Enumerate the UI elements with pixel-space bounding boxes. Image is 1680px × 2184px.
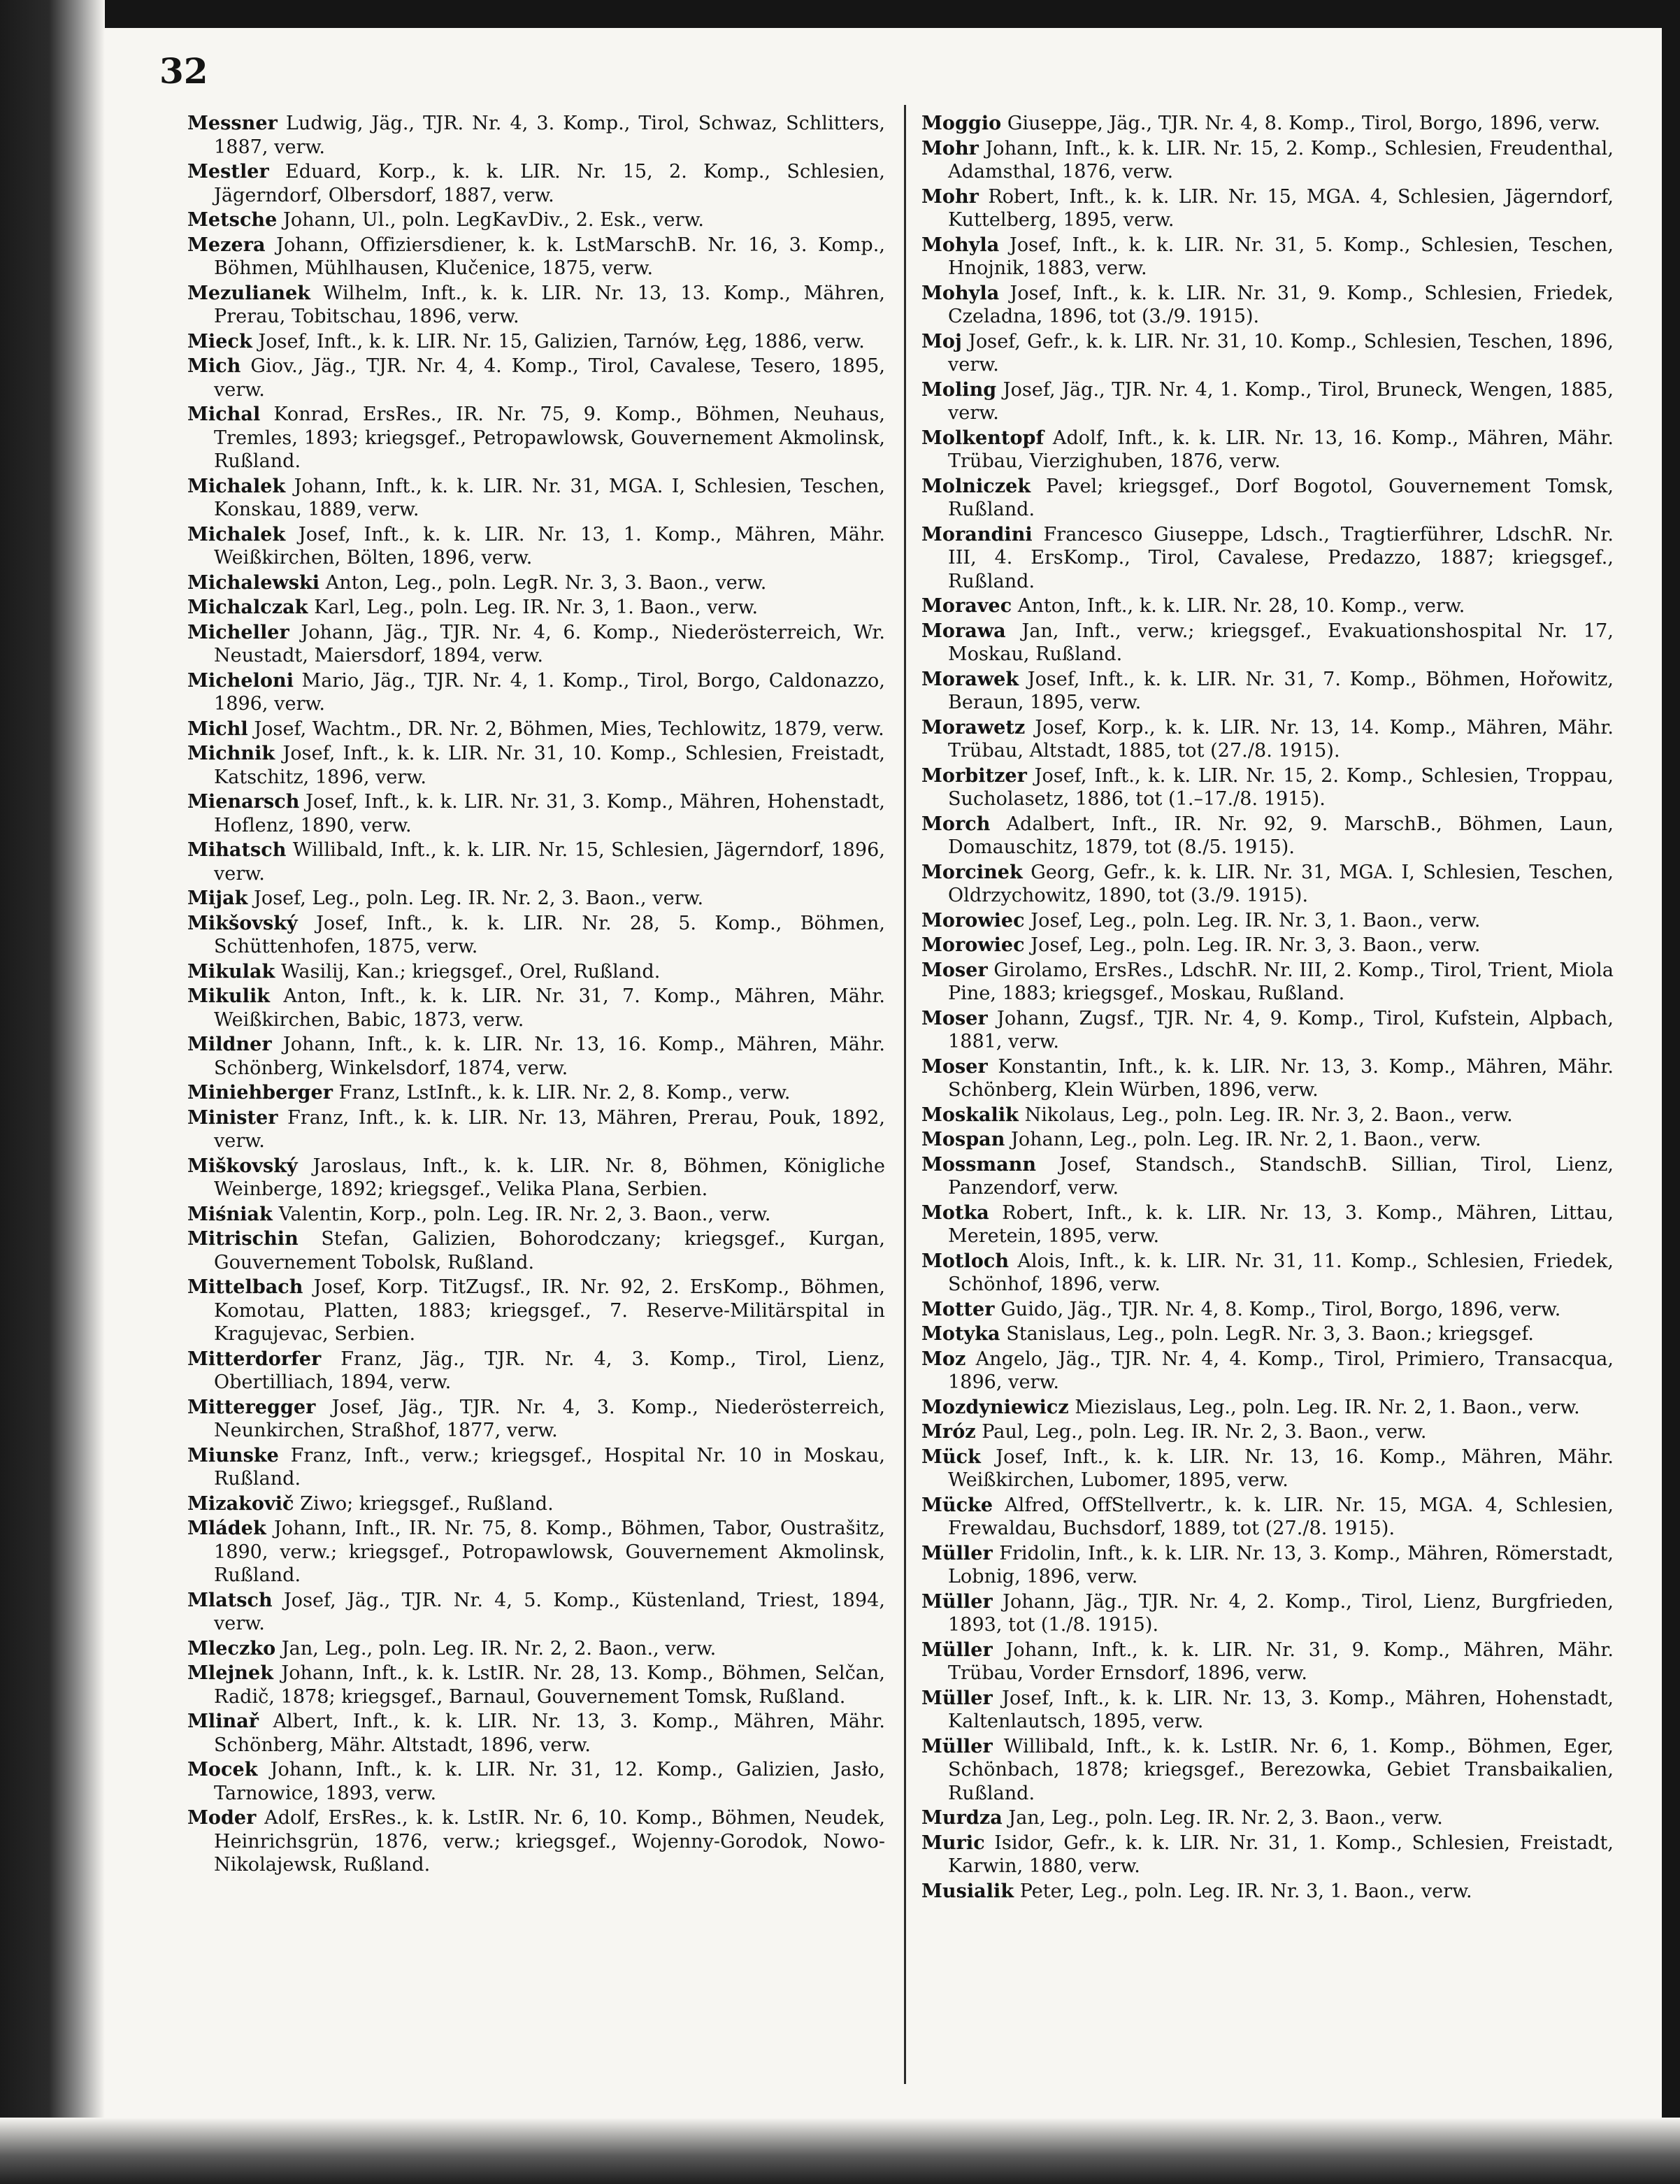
entry-details: Johann, Inft., k. k. LIR. Nr. 31, 12. Komp., Galizien, Jasło, Tarnowice, 1893, verw. bbox=[214, 1759, 885, 1804]
entry-details: Adolf, ErsRes., k. k. LstIR. Nr. 6, 10. Komp., Böhmen, Neudek, Heinrichsgrün, 1876, verw.; kriegsgef., Wojenny-Gorodok, Nowo-Nikolajewsk, Rußland. bbox=[214, 1807, 886, 1876]
entry-details: Josef, Inft., k. k. LIR. Nr. 13, 3. Komp., Mähren, Hohenstadt, Kaltenlautsch, 1895, verw. bbox=[948, 1687, 1614, 1732]
entry-details: Josef, Standsch., StandschB. Sillian, Tirol, Lienz, Panzendorf, verw. bbox=[948, 1153, 1614, 1199]
register-entry bbox=[187, 621, 885, 668]
entry-details: Ziwo; kriegsgef., Rußland. bbox=[300, 1492, 554, 1515]
register-entry bbox=[921, 234, 1614, 280]
entry-surname: Miśniak bbox=[187, 1203, 273, 1225]
entry-details: Johann, Offiziersdiener, k. k. LstMarschB. Nr. 16, 3. Komp., Böhmen, Mühlhausen, Klučenice, 1875, verw. bbox=[214, 234, 885, 279]
entry-details: Josef, Inft., k. k. LIR. Nr. 28, 5. Komp., Böhmen, Schüttenhofen, 1875, verw. bbox=[214, 912, 885, 957]
register-entry bbox=[187, 1710, 885, 1757]
entry-surname: Mitteregger bbox=[187, 1396, 316, 1418]
entry-details: Josef, Inft., k. k. LIR. Nr. 31, 7. Komp., Böhmen, Hořowitz, Beraun, 1895, verw. bbox=[948, 668, 1614, 713]
entry-surname: Motka bbox=[921, 1201, 989, 1224]
entry-surname: Mikšovský bbox=[187, 912, 298, 934]
entry-details: Nikolaus, Leg., poln. Leg. IR. Nr. 3, 2. Baon., verw. bbox=[1024, 1104, 1513, 1126]
register-entry bbox=[921, 1128, 1614, 1152]
entry-details: Josef, Korp., k. k. LIR. Nr. 13, 14. Komp., Mähren, Mähr. Trübau, Altstadt, 1885, tot (27./8. 1915). bbox=[948, 716, 1614, 762]
register-entry bbox=[921, 378, 1614, 425]
entry-details: Anton, Leg., poln. LegR. Nr. 3, 3. Baon., verw. bbox=[325, 571, 767, 594]
entry-details: Ludwig, Jäg., TJR. Nr. 4, 3. Komp., Tirol, Schwaz, Schlitters, 1887, verw. bbox=[214, 113, 885, 158]
entry-details: Franz, Inft., verw.; kriegsgef., Hospital Nr. 10 in Moskau, Rußland. bbox=[214, 1444, 885, 1490]
entry-surname: Miunske bbox=[187, 1444, 279, 1466]
entry-details: Anton, Inft., k. k. LIR. Nr. 31, 7. Komp., Mähren, Mähr. Weißkirchen, Babic, 1873, verw. bbox=[214, 985, 885, 1031]
entry-surname: Morbitzer bbox=[921, 764, 1027, 787]
entry-surname: Mitrischin bbox=[187, 1228, 299, 1250]
left-column bbox=[187, 112, 885, 1878]
register-entry bbox=[187, 1806, 885, 1877]
entry-details: Adolf, Inft., k. k. LIR. Nr. 13, 16. Komp., Mähren, Mähr. Trübau, Vierzighuben, 1876, verw. bbox=[948, 427, 1614, 472]
register-entry bbox=[921, 1590, 1614, 1637]
entry-details: Josef, Inft., k. k. LIR. Nr. 13, 16. Komp., Mähren, Mähr. Weißkirchen, Lubomer, 1895, verw. bbox=[948, 1446, 1614, 1491]
register-entry bbox=[921, 716, 1614, 763]
entry-details: Josef, Leg., poln. Leg. IR. Nr. 3, 1. Baon., verw. bbox=[1031, 909, 1481, 932]
entry-surname: Michnik bbox=[187, 743, 275, 764]
entry-surname: Mospan bbox=[921, 1129, 1005, 1150]
register-entry bbox=[187, 742, 885, 789]
register-entry bbox=[187, 475, 885, 522]
entry-details: Karl, Leg., poln. Leg. IR. Nr. 3, 1. Baon., verw. bbox=[314, 597, 759, 618]
entry-details: Josef, Leg., poln. Leg. IR. Nr. 2, 3. Baon., verw. bbox=[254, 887, 704, 909]
register-entry bbox=[187, 718, 885, 741]
entry-surname: Mlejnek bbox=[187, 1662, 273, 1684]
register-entry bbox=[187, 112, 885, 159]
entry-surname: Mitterdorfer bbox=[187, 1348, 322, 1370]
entry-details: Franz, LstInft., k. k. LIR. Nr. 2, 8. Komp., verw. bbox=[338, 1082, 791, 1104]
entry-surname: Moser bbox=[921, 959, 988, 981]
register-entry bbox=[921, 427, 1614, 473]
entry-surname: Moz bbox=[921, 1348, 966, 1370]
entry-surname: Mizakovič bbox=[187, 1492, 294, 1515]
entry-details: Josef, Inft., k. k. LIR. Nr. 31, 3. Komp., Mähren, Hohenstadt, Hoflenz, 1890, verw. bbox=[214, 791, 885, 836]
entry-surname: Moling bbox=[921, 378, 997, 401]
register-entry bbox=[921, 1153, 1614, 1200]
entry-surname: Mohyla bbox=[921, 234, 1000, 256]
entry-surname: Mleczko bbox=[187, 1637, 276, 1660]
entry-surname: Michalewski bbox=[187, 571, 320, 594]
register-entry bbox=[921, 185, 1614, 232]
register-entry bbox=[187, 669, 885, 716]
register-entry bbox=[921, 1687, 1614, 1734]
entry-details: Francesco Giuseppe, Ldsch., Tragtierführer, LdschR. Nr. III, 4. ErsKomp., Tirol, Cavalese, Predazzo, 1887; kriegsgef., Rußland. bbox=[948, 523, 1614, 592]
entry-details: Jan, Inft., verw.; kriegsgef., Evakuationshospital Nr. 17, Moskau, Rußland. bbox=[948, 620, 1614, 665]
right-column bbox=[921, 112, 1614, 1904]
entry-surname: Müller bbox=[921, 1542, 993, 1564]
entry-details: Johann, Inft., k. k. LIR. Nr. 15, 2. Komp., Schlesien, Freudenthal, Adamsthal, 1876, verw. bbox=[948, 137, 1614, 183]
entry-surname: Mezera bbox=[187, 234, 266, 256]
entry-details: Stefan, Galizien, Bohorodczany; kriegsgef., Kurgan, Gouvernement Tobolsk, Rußland. bbox=[214, 1228, 886, 1273]
entry-surname: Moser bbox=[921, 1007, 988, 1029]
register-entry bbox=[187, 523, 885, 570]
register-entry bbox=[921, 1542, 1614, 1589]
entry-surname: Michalczak bbox=[187, 597, 308, 618]
entry-surname: Mikulik bbox=[187, 985, 271, 1007]
entry-surname: Morawek bbox=[921, 668, 1019, 690]
register-entry bbox=[187, 330, 885, 354]
entry-details: Johann, Ul., poln. LegKavDiv., 2. Esk., verw. bbox=[282, 209, 705, 231]
entry-surname: Morawetz bbox=[921, 716, 1026, 738]
register-entry bbox=[921, 1007, 1614, 1054]
register-entry bbox=[921, 1104, 1614, 1127]
register-entry bbox=[921, 1055, 1614, 1102]
entry-details: Konrad, ErsRes., IR. Nr. 75, 9. Komp., Böhmen, Neuhaus, Tremles, 1893; kriegsgef., Petropawlowsk, Gouvernement Akmolinsk, Rußland. bbox=[214, 404, 885, 472]
entry-surname: Messner bbox=[187, 113, 278, 134]
entry-details: Konstantin, Inft., k. k. LIR. Nr. 13, 3. Komp., Mähren, Mähr. Schönberg, Klein Würben, 1896, verw. bbox=[948, 1055, 1614, 1101]
entry-details: Jan, Leg., poln. Leg. IR. Nr. 2, 2. Baon., verw. bbox=[281, 1637, 717, 1660]
entry-details: Wilhelm, Inft., k. k. LIR. Nr. 13, 13. Komp., Mähren, Prerau, Tobitschau, 1896, verw. bbox=[214, 282, 885, 327]
entry-surname: Morandini bbox=[921, 523, 1033, 545]
register-entry bbox=[187, 1348, 885, 1394]
entry-surname: Mlatsch bbox=[187, 1589, 273, 1611]
register-entry bbox=[921, 1250, 1614, 1297]
register-entry bbox=[921, 934, 1614, 957]
entry-details: Johann, Leg., poln. Leg. IR. Nr. 2, 1. Baon., verw. bbox=[1011, 1129, 1481, 1150]
entry-surname: Mocek bbox=[187, 1759, 258, 1780]
entry-details: Josef, Wachtm., DR. Nr. 2, Böhmen, Mies, Techlowitz, 1879, verw. bbox=[254, 718, 884, 740]
entry-details: Guido, Jäg., TJR. Nr. 4, 8. Komp., Tirol, Borgo, 1896, verw. bbox=[1000, 1298, 1561, 1320]
entry-surname: Mücke bbox=[921, 1494, 993, 1516]
entry-surname: Moder bbox=[187, 1807, 257, 1829]
entry-details: Peter, Leg., poln. Leg. IR. Nr. 3, 1. Baon., verw. bbox=[1019, 1880, 1472, 1902]
entry-details: Johann, Inft., k. k. LstIR. Nr. 28, 13. Komp., Böhmen, Selčan, Radič, 1878; kriegsgef., Barnaul, Gouvernement Tomsk, Rußland. bbox=[214, 1662, 885, 1708]
entry-details: Paul, Leg., poln. Leg. IR. Nr. 2, 3. Baon., verw. bbox=[982, 1421, 1427, 1443]
entry-surname: Michalek bbox=[187, 523, 286, 545]
entry-details: Johann, Inft., k. k. LIR. Nr. 31, 9. Komp., Mähren, Mähr. Trübau, Vorder Ernsdorf, 1896, verw. bbox=[948, 1639, 1614, 1684]
entry-details: Josef, Inft., k. k. LIR. Nr. 31, 10. Komp., Schlesien, Freistadt, Katschitz, 1896, verw. bbox=[214, 743, 885, 788]
entry-details: Fridolin, Inft., k. k. LIR. Nr. 13, 3. Komp., Mähren, Römerstadt, Lobnig, 1896, verw. bbox=[948, 1542, 1614, 1587]
entry-surname: Michalek bbox=[187, 475, 286, 497]
register-entry bbox=[921, 1880, 1614, 1904]
entry-surname: Moj bbox=[921, 330, 962, 352]
entry-surname: Mittelbach bbox=[187, 1276, 303, 1298]
entry-surname: Muric bbox=[921, 1832, 985, 1854]
register-entry bbox=[921, 112, 1614, 136]
entry-surname: Molniczek bbox=[921, 475, 1031, 497]
entry-surname: Mróz bbox=[921, 1421, 976, 1443]
entry-surname: Mich bbox=[187, 355, 241, 377]
register-entry bbox=[921, 1322, 1614, 1346]
entry-surname: Mijak bbox=[187, 887, 248, 909]
entry-details: Johann, Jäg., TJR. Nr. 4, 6. Komp., Niederösterreich, Wr. Neustadt, Maiersdorf, 1894, verw. bbox=[214, 621, 885, 666]
entry-surname: Mossmann bbox=[921, 1153, 1037, 1176]
entry-surname: Mlinař bbox=[187, 1711, 259, 1732]
entry-surname: Murdza bbox=[921, 1807, 1003, 1829]
entry-surname: Mihatsch bbox=[187, 839, 287, 861]
entry-details: Wasilij, Kan.; kriegsgef., Orel, Rußland. bbox=[280, 960, 661, 983]
register-entry bbox=[187, 1492, 885, 1516]
register-entry bbox=[187, 234, 885, 280]
register-entry bbox=[187, 1662, 885, 1708]
register-entry bbox=[187, 790, 885, 837]
entry-details: Johann, Inft., k. k. LIR. Nr. 31, MGA. I, Schlesien, Teschen, Konskau, 1889, verw. bbox=[214, 475, 885, 520]
entry-surname: Müller bbox=[921, 1735, 993, 1757]
entry-details: Girolamo, ErsRes., LdschR. Nr. III, 2. Komp., Tirol, Trient, Miola Pine, 1883; kriegsgef., Moskau, Rußland. bbox=[948, 959, 1614, 1004]
entry-details: Franz, Jäg., TJR. Nr. 4, 3. Komp., Tirol, Lienz, Obertilliach, 1894, verw. bbox=[214, 1348, 885, 1393]
entry-surname: Mienarsch bbox=[187, 791, 300, 813]
register-entry bbox=[921, 764, 1614, 811]
entry-surname: Micheloni bbox=[187, 669, 294, 692]
entry-details: Miezislaus, Leg., poln. Leg. IR. Nr. 2, 1. Baon., verw. bbox=[1075, 1396, 1580, 1418]
register-entry bbox=[187, 838, 885, 885]
register-entry bbox=[187, 1444, 885, 1491]
entry-details: Josef, Inft., k. k. LIR. Nr. 31, 9. Komp., Schlesien, Friedek, Czeladna, 1896, tot (3./9. 1915). bbox=[948, 282, 1614, 327]
entry-details: Josef, Korp. TitZugsf., IR. Nr. 92, 2. ErsKomp., Böhmen, Komotau, Platten, 1883; kriegsgef., 7. Reserve-Militärspital in Kragujevac, Serbien. bbox=[214, 1276, 885, 1345]
entry-surname: Morowiec bbox=[921, 909, 1025, 932]
entry-surname: Morawa bbox=[921, 620, 1006, 642]
register-entry bbox=[921, 813, 1614, 859]
entry-surname: Mestler bbox=[187, 161, 269, 183]
entry-details: Mario, Jäg., TJR. Nr. 4, 1. Komp., Tirol, Borgo, Caldonazzo, 1896, verw. bbox=[214, 669, 885, 715]
register-entry bbox=[921, 523, 1614, 594]
entry-surname: Müller bbox=[921, 1590, 993, 1613]
register-entry bbox=[187, 160, 885, 207]
register-entry bbox=[187, 1203, 885, 1227]
entry-details: Josef, Inft., k. k. LIR. Nr. 15, Galizien, Tarnów, Łęg, 1886, verw. bbox=[258, 330, 865, 352]
register-entry bbox=[187, 1517, 885, 1587]
entry-details: Anton, Inft., k. k. LIR. Nr. 28, 10. Komp., verw. bbox=[1017, 595, 1465, 617]
entry-details: Alois, Inft., k. k. LIR. Nr. 31, 11. Komp., Schlesien, Friedek, Schönhof, 1896, verw. bbox=[948, 1250, 1614, 1295]
entry-details: Valentin, Korp., poln. Leg. IR. Nr. 2, 3. Baon., verw. bbox=[278, 1203, 771, 1225]
entry-surname: Mohr bbox=[921, 185, 979, 208]
register-entry bbox=[187, 1081, 885, 1105]
entry-details: Stanislaus, Leg., poln. LegR. Nr. 3, 3. Baon.; kriegsgef. bbox=[1006, 1323, 1535, 1345]
entry-surname: Michl bbox=[187, 718, 248, 740]
register-entry bbox=[187, 912, 885, 959]
register-entry bbox=[187, 1396, 885, 1443]
register-entry bbox=[187, 208, 885, 232]
register-entry bbox=[921, 1420, 1614, 1444]
entry-details: Albert, Inft., k. k. LIR. Nr. 13, 3. Komp., Mähren, Mähr. Schönberg, Mähr. Altstadt, 1896, verw. bbox=[214, 1711, 885, 1756]
register-entry bbox=[921, 1396, 1614, 1420]
entry-surname: Mohyla bbox=[921, 282, 1000, 304]
entry-details: Josef, Jäg., TJR. Nr. 4, 1. Komp., Tirol, Bruneck, Wengen, 1885, verw. bbox=[948, 378, 1614, 424]
register-entry bbox=[187, 1637, 885, 1661]
register-entry bbox=[187, 1033, 885, 1080]
register-entry bbox=[921, 959, 1614, 1006]
register-entry bbox=[187, 985, 885, 1032]
scan-border-left bbox=[0, 0, 105, 2184]
entry-surname: Mezulianek bbox=[187, 282, 311, 304]
entry-surname: Morowiec bbox=[921, 934, 1025, 956]
entry-surname: Molkentopf bbox=[921, 427, 1044, 449]
entry-surname: Miniehberger bbox=[187, 1082, 333, 1104]
register-entry bbox=[921, 1735, 1614, 1806]
entry-details: Robert, Inft., k. k. LIR. Nr. 15, MGA. 4, Schlesien, Jägerndorf, Kuttelberg, 1895, verw. bbox=[948, 185, 1614, 231]
entry-details: Johann, Inft., k. k. LIR. Nr. 13, 16. Komp., Mähren, Mähr. Schönberg, Winkelsdorf, 1874, verw. bbox=[214, 1034, 886, 1079]
entry-details: Josef, Inft., k. k. LIR. Nr. 15, 2. Komp., Schlesien, Troppau, Sucholasetz, 1886, tot (1.–17./8. 1915). bbox=[948, 764, 1614, 810]
register-entry bbox=[921, 594, 1614, 618]
entry-details: Jan, Leg., poln. Leg. IR. Nr. 2, 3. Baon., verw. bbox=[1008, 1807, 1443, 1829]
scan-border-top bbox=[0, 0, 1680, 28]
entry-surname: Michal bbox=[187, 404, 261, 425]
entry-details: Georg, Gefr., k. k. LIR. Nr. 31, MGA. I, Schlesien, Teschen, Oldrzychowitz, 1890, tot (3./9. 1915). bbox=[948, 861, 1614, 906]
entry-surname: Moggio bbox=[921, 113, 1002, 134]
entry-surname: Mikulak bbox=[187, 960, 275, 983]
register-entry bbox=[921, 1806, 1614, 1830]
entry-surname: Mozdyniewicz bbox=[921, 1396, 1069, 1418]
register-entry bbox=[921, 1298, 1614, 1322]
register-entry bbox=[921, 282, 1614, 329]
entry-surname: Mildner bbox=[187, 1034, 272, 1055]
register-entry bbox=[921, 330, 1614, 377]
register-entry bbox=[187, 1155, 885, 1201]
register-entry bbox=[921, 668, 1614, 715]
register-entry bbox=[921, 475, 1614, 522]
column-divider bbox=[904, 105, 906, 2084]
entry-surname: Motyka bbox=[921, 1323, 1000, 1345]
entry-details: Josef, Inft., k. k. LIR. Nr. 31, 5. Komp., Schlesien, Teschen, Hnojnik, 1883, verw. bbox=[948, 234, 1614, 279]
entry-surname: Metsche bbox=[187, 209, 278, 231]
entry-surname: Mück bbox=[921, 1446, 981, 1468]
entry-details: Robert, Inft., k. k. LIR. Nr. 13, 3. Komp., Mähren, Littau, Meretein, 1895, verw. bbox=[948, 1201, 1614, 1247]
scan-border-bottom bbox=[0, 2118, 1680, 2184]
register-entry bbox=[187, 1227, 885, 1274]
register-entry bbox=[921, 861, 1614, 908]
entry-details: Alfred, OffStellvertr., k. k. LIR. Nr. 15, MGA. 4, Schlesien, Frewaldau, Buchsdorf, 1889, tot (27./8. 1915). bbox=[948, 1494, 1614, 1539]
register-entry bbox=[187, 355, 885, 401]
register-entry bbox=[187, 960, 885, 984]
entry-details: Josef, Inft., k. k. LIR. Nr. 13, 1. Komp., Mähren, Mähr. Weißkirchen, Bölten, 1896, verw. bbox=[214, 523, 885, 569]
entry-details: Josef, Jäg., TJR. Nr. 4, 3. Komp., Niederösterreich, Neunkirchen, Straßhof, 1877, verw. bbox=[214, 1396, 886, 1441]
register-entry bbox=[187, 1758, 885, 1805]
register-entry bbox=[187, 282, 885, 329]
register-entry bbox=[921, 909, 1614, 933]
register-entry bbox=[187, 1106, 885, 1153]
entry-surname: Mohr bbox=[921, 137, 979, 159]
entry-details: Giov., Jäg., TJR. Nr. 4, 4. Komp., Tirol, Cavalese, Tesero, 1895, verw. bbox=[214, 355, 885, 401]
entry-surname: Musialik bbox=[921, 1880, 1014, 1902]
entry-surname: Micheller bbox=[187, 621, 289, 643]
entry-details: Josef, Leg., poln. Leg. IR. Nr. 3, 3. Baon., verw. bbox=[1031, 934, 1481, 956]
entry-details: Franz, Inft., k. k. LIR. Nr. 13, Mähren, Prerau, Pouk, 1892, verw. bbox=[214, 1106, 886, 1152]
entry-details: Giuseppe, Jäg., TJR. Nr. 4, 8. Komp., Tirol, Borgo, 1896, verw. bbox=[1007, 113, 1601, 134]
register-entry bbox=[921, 1348, 1614, 1394]
entry-details: Willibald, Inft., k. k. LIR. Nr. 15, Schlesien, Jägerndorf, 1896, verw. bbox=[214, 839, 885, 885]
register-entry bbox=[921, 1832, 1614, 1878]
entry-surname: Miškovský bbox=[187, 1155, 298, 1177]
register-entry bbox=[187, 596, 885, 620]
entry-details: Johann, Inft., IR. Nr. 75, 8. Komp., Böhmen, Tabor, Oustrašitz, 1890, verw.; kriegsgef., Potropawlowsk, Gouvernement Akmolinsk, Rußland. bbox=[214, 1518, 885, 1586]
register-entry bbox=[921, 1494, 1614, 1541]
entry-details: Johann, Jäg., TJR. Nr. 4, 2. Komp., Tirol, Lienz, Burgfrieden, 1893, tot (1./8. 1915). bbox=[948, 1590, 1614, 1636]
entry-details: Josef, Jäg., TJR. Nr. 4, 5. Komp., Küstenland, Triest, 1894, verw. bbox=[214, 1589, 885, 1634]
entry-details: Willibald, Inft., k. k. LstIR. Nr. 6, 1. Komp., Böhmen, Eger, Schönbach, 1878; kriegsgef., Berezowka, Gebiet Transbaikalien, Rußland. bbox=[948, 1735, 1614, 1804]
entry-details: Jaroslaus, Inft., k. k. LIR. Nr. 8, Böhmen, Königliche Weinberge, 1892; kriegsgef., Velika Plana, Serbien. bbox=[214, 1155, 885, 1200]
entry-surname: Moskalik bbox=[921, 1104, 1019, 1126]
register-entry bbox=[187, 571, 885, 595]
register-entry bbox=[187, 1276, 885, 1346]
register-entry bbox=[921, 1639, 1614, 1685]
entry-surname: Minister bbox=[187, 1106, 278, 1129]
entry-details: Pavel; kriegsgef., Dorf Bogotol, Gouvernement Tomsk, Rußland. bbox=[948, 475, 1614, 520]
register-entry bbox=[921, 137, 1614, 184]
entry-details: Josef, Gefr., k. k. LIR. Nr. 31, 10. Komp., Schlesien, Teschen, 1896, verw. bbox=[948, 330, 1614, 376]
entry-details: Isidor, Gefr., k. k. LIR. Nr. 31, 1. Komp., Schlesien, Freistadt, Karwin, 1880, verw. bbox=[948, 1832, 1614, 1877]
entry-details: Angelo, Jäg., TJR. Nr. 4, 4. Komp., Tirol, Primiero, Transacqua, 1896, verw. bbox=[948, 1348, 1614, 1393]
entry-surname: Müller bbox=[921, 1639, 993, 1661]
entry-surname: Moser bbox=[921, 1055, 988, 1078]
register-entry bbox=[921, 1446, 1614, 1492]
register-entry bbox=[921, 1201, 1614, 1248]
entry-details: Johann, Zugsf., TJR. Nr. 4, 9. Komp., Tirol, Kufstein, Alpbach, 1881, verw. bbox=[948, 1007, 1614, 1052]
entry-surname: Morch bbox=[921, 813, 991, 835]
entry-details: Eduard, Korp., k. k. LIR. Nr. 15, 2. Komp., Schlesien, Jägerndorf, Olbersdorf, 1887, verw. bbox=[214, 161, 885, 206]
page-number: 32 bbox=[159, 50, 208, 92]
entry-surname: Mládek bbox=[187, 1518, 266, 1539]
entry-surname: Mieck bbox=[187, 330, 252, 352]
register-entry bbox=[187, 403, 885, 473]
entry-surname: Motloch bbox=[921, 1250, 1010, 1272]
entry-surname: Morcinek bbox=[921, 861, 1023, 883]
entry-surname: Motter bbox=[921, 1298, 995, 1320]
register-entry bbox=[187, 1589, 885, 1636]
register-entry bbox=[187, 887, 885, 911]
register-entry bbox=[921, 620, 1614, 666]
entry-surname: Müller bbox=[921, 1687, 993, 1709]
entry-details: Adalbert, Inft., IR. Nr. 92, 9. MarschB., Böhmen, Laun, Domauschitz, 1879, tot (8./5. 1915). bbox=[948, 813, 1614, 858]
scan-border-right bbox=[1662, 0, 1680, 2184]
entry-surname: Moravec bbox=[921, 595, 1012, 617]
